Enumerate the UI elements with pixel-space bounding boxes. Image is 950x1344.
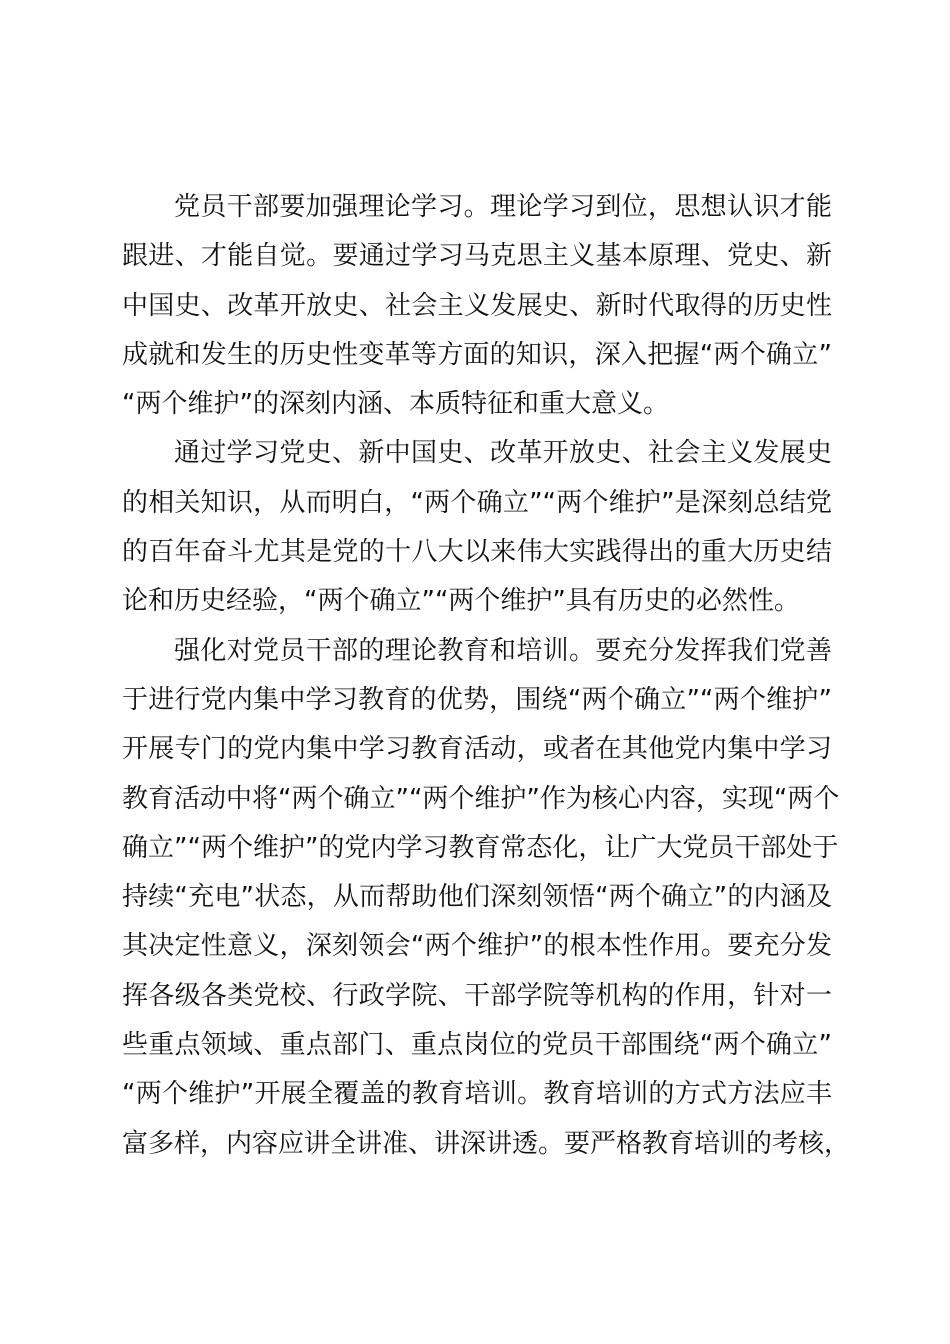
text-line: 论和历史经验，“两个确立”“两个维护”具有历史的必然性。 <box>122 586 800 617</box>
text-line: 的百年奋斗尤其是党的十八大以来伟大实践得出的重大历史结 <box>122 537 832 568</box>
text-line: 于进行党内集中学习教育的优势，围绕“两个确立”“两个维护” <box>122 684 832 715</box>
text-line: 确立”“两个维护”的党内学习教育常态化，让广大党员干部处于 <box>122 832 839 863</box>
text-line: 强化对党员干部的理论教育和培训。要充分发挥我们党善 <box>174 635 832 666</box>
text-line: “两个维护”的深刻内涵、本质特征和重大意义。 <box>122 389 669 420</box>
text-line: 其决定性意义，深刻领会“两个维护”的根本性作用。要充分发 <box>122 931 832 962</box>
text-line: 挥各级各类党校、行政学院、干部学院等机构的作用，针对一 <box>122 980 832 1011</box>
paragraph-1 <box>122 183 832 429</box>
text-line: 些重点领域、重点部门、重点岗位的党员干部围绕“两个确立” <box>122 1030 832 1061</box>
text-line: 中国史、改革开放史、社会主义发展史、新时代取得的历史性 <box>122 290 832 321</box>
text-line: “两个维护”开展全覆盖的教育培训。教育培训的方式方法应丰 <box>122 1079 832 1110</box>
paragraph-2 <box>122 429 832 626</box>
text-line: 教育活动中将“两个确立”“两个维护”作为核心内容，实现“两个 <box>122 783 840 814</box>
text-line: 持续“充电”状态，从而帮助他们深刻领悟“两个确立”的内涵及 <box>122 882 832 913</box>
text-line: 开展专门的党内集中学习教育活动，或者在其他党内集中学习 <box>122 734 832 765</box>
body-text <box>122 183 851 1169</box>
text-line: 跟进、才能自觉。要通过学习马克思主义基本原理、党史、新 <box>122 241 832 272</box>
text-line: 富多样，内容应讲全讲准、讲深讲透。要严格教育培训的考核， <box>122 1128 851 1159</box>
text-line: 通过学习党史、新中国史、改革开放史、社会主义发展史 <box>174 438 832 469</box>
text-line: 的相关知识，从而明白，“两个确立”“两个维护”是深刻总结党 <box>122 487 832 518</box>
paragraph-3 <box>122 627 851 1169</box>
text-line: 党员干部要加强理论学习。理论学习到位，思想认识才能 <box>174 192 832 222</box>
text-line: 成就和发生的历史性变革等方面的知识，深入把握“两个确立” <box>122 339 832 370</box>
